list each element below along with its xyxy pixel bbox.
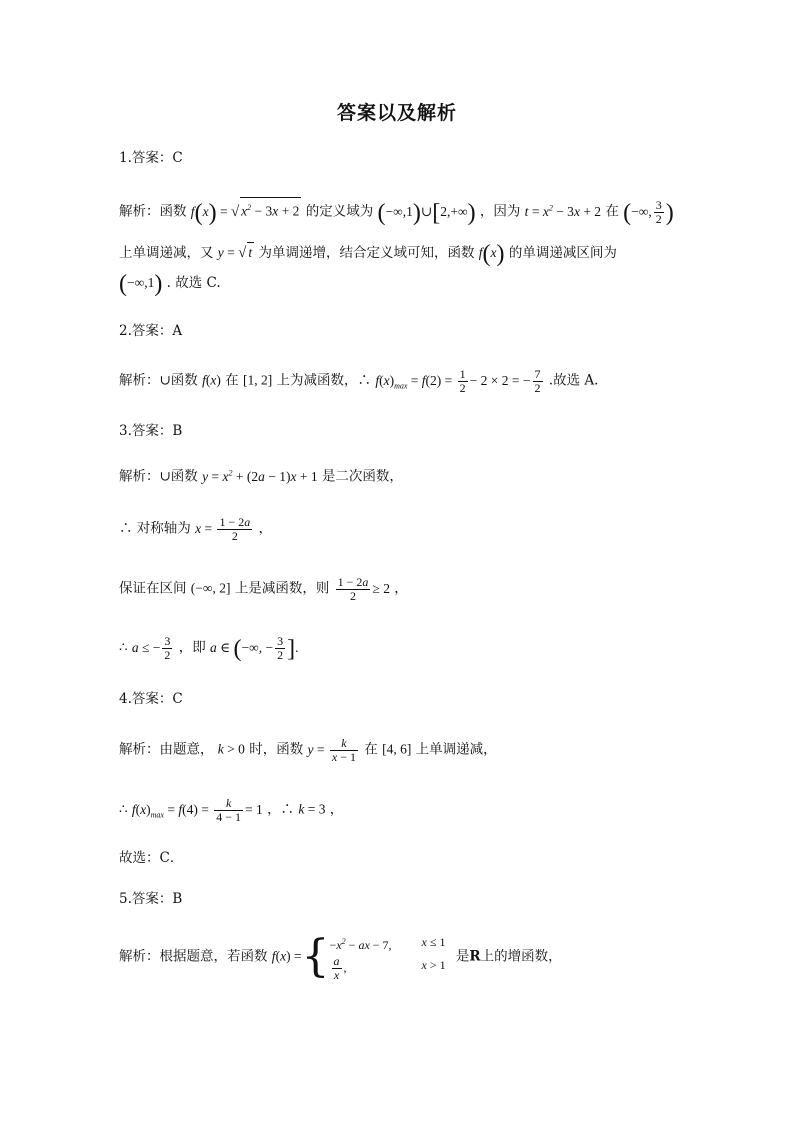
formula-k-positive: k > 0 — [217, 741, 245, 757]
analysis-3-line-4 — [119, 635, 299, 662]
page-title: 答案以及解析 — [336, 102, 457, 124]
text: 上单调递减，又 — [119, 245, 214, 261]
formula-interval: [1, 2] — [242, 372, 273, 388]
text: 的定义域为 — [305, 203, 374, 220]
analysis-2-line-1 — [119, 368, 598, 396]
text: 为单调递增，结合定义域可知，函数 — [258, 245, 475, 261]
text: 在 — [225, 372, 239, 389]
text: ，因为 — [479, 203, 521, 220]
formula-a-interval: a ∈ (−∞, − $\frac{3}{2}$ ]. — [210, 634, 299, 662]
text: 解析：函数 — [119, 203, 187, 220]
formula-result-interval: (−∞,1) — [119, 270, 163, 297]
text: ∴ — [119, 801, 128, 818]
formula-interval: [4, 6] — [382, 741, 412, 757]
formula-k-value: k = 3 — [298, 801, 326, 817]
text: 在 — [605, 203, 619, 220]
text: 是 — [455, 948, 470, 965]
formula-y-sqrt-t: y = √ t — [218, 245, 254, 260]
text: .故选 A. — [548, 372, 599, 389]
analysis-3-line-2 — [119, 516, 272, 543]
analysis-1-line-3 — [119, 270, 221, 297]
formula-t: $t = x^2 - 3x + 2$ — [524, 203, 602, 219]
formula-fx-sqrt: f(x) = √ $x^2 - 3x + 2$ — [191, 204, 302, 219]
formula-axis: x = $\frac{1 - 2a}{2}$ — [195, 515, 251, 543]
analysis-3-line-3 — [119, 576, 408, 603]
formula-quadratic: $y = x^2 + (2a - 1)x + 1$ — [202, 468, 318, 484]
analysis-1-line-1 — [119, 197, 674, 226]
analysis-4-line-3: 故选：C． — [119, 850, 184, 866]
analysis-4-line-1 — [119, 737, 497, 764]
text: 保证在区间 — [119, 580, 187, 597]
formula-inequality: $\frac{1 - 2a}{2}$ ≥ 2 — [337, 575, 390, 603]
text: 是二次函数， — [321, 468, 403, 485]
text: 解析：∪函数 — [119, 468, 198, 485]
formula-fx: f(x) — [202, 372, 221, 388]
text: 解析：∪函数 — [119, 372, 198, 389]
formula-domain: (−∞,1)∪[2,+∞) — [377, 199, 476, 226]
analysis-1-line-2 — [119, 240, 617, 267]
formula-fx: f(x) — [478, 240, 505, 267]
text: . 故选 C. — [166, 275, 221, 291]
formula-interval: (−∞, 2] — [190, 580, 231, 596]
formula-fmax: $f(x)_{max} = f(2)$ = $\frac{1}{2}$ − 2 × 2 = − $\frac{7}{2}$ — [375, 367, 541, 395]
text-R: R — [469, 948, 481, 965]
text: 解析：由题意， — [119, 741, 214, 758]
text: ，即 — [178, 639, 206, 656]
text: 上为减函数，∴ — [276, 372, 372, 389]
text: 解析：根据题意，若函数 — [119, 948, 268, 965]
analysis-4-line-2 — [119, 797, 343, 825]
formula-interval: (−∞, $\frac{3}{2}$ ) — [623, 197, 674, 226]
text: 在 — [364, 741, 378, 758]
piecewise-cases: $-x^2$ − ax − 7, x ≤ 1 $\frac{a}{x}$ , x > 1 — [329, 935, 446, 982]
answer-3: 3.答案：B — [119, 423, 183, 439]
text: ， — [394, 580, 408, 597]
formula-fmax: $f(x)_{max} = f(4)$ = $\frac{k}{4 - 1}$ = 1 — [131, 796, 263, 824]
text: 上单调递减， — [415, 741, 497, 758]
text: ∴ 对称轴为 — [119, 520, 191, 537]
text: 的单调递减区间为 — [508, 245, 617, 261]
text: ， — [258, 520, 273, 537]
analysis-5-line-1 — [119, 932, 562, 982]
left-brace: { — [301, 931, 330, 982]
formula-y-k: y = $\frac{k}{x - 1}$ — [307, 736, 356, 764]
answer-5: 5.答案：B — [119, 891, 183, 907]
answer-2: 2.答案：A — [119, 323, 183, 339]
text: ∴ — [119, 639, 128, 656]
text: ，∴ — [267, 801, 295, 818]
text: 上的增函数， — [480, 948, 562, 965]
answer-4: 4.答案：C — [119, 691, 183, 707]
analysis-3-line-1 — [119, 463, 403, 487]
formula-piecewise: f(x) = — [271, 948, 302, 964]
formula-a-bound: a ≤ − $\frac{3}{2}$ — [131, 634, 171, 662]
answer-1: 1.答案：C — [119, 150, 183, 166]
text: 上是减函数，则 — [234, 580, 330, 597]
text: ， — [329, 801, 344, 818]
text: 时，函数 — [249, 741, 304, 758]
